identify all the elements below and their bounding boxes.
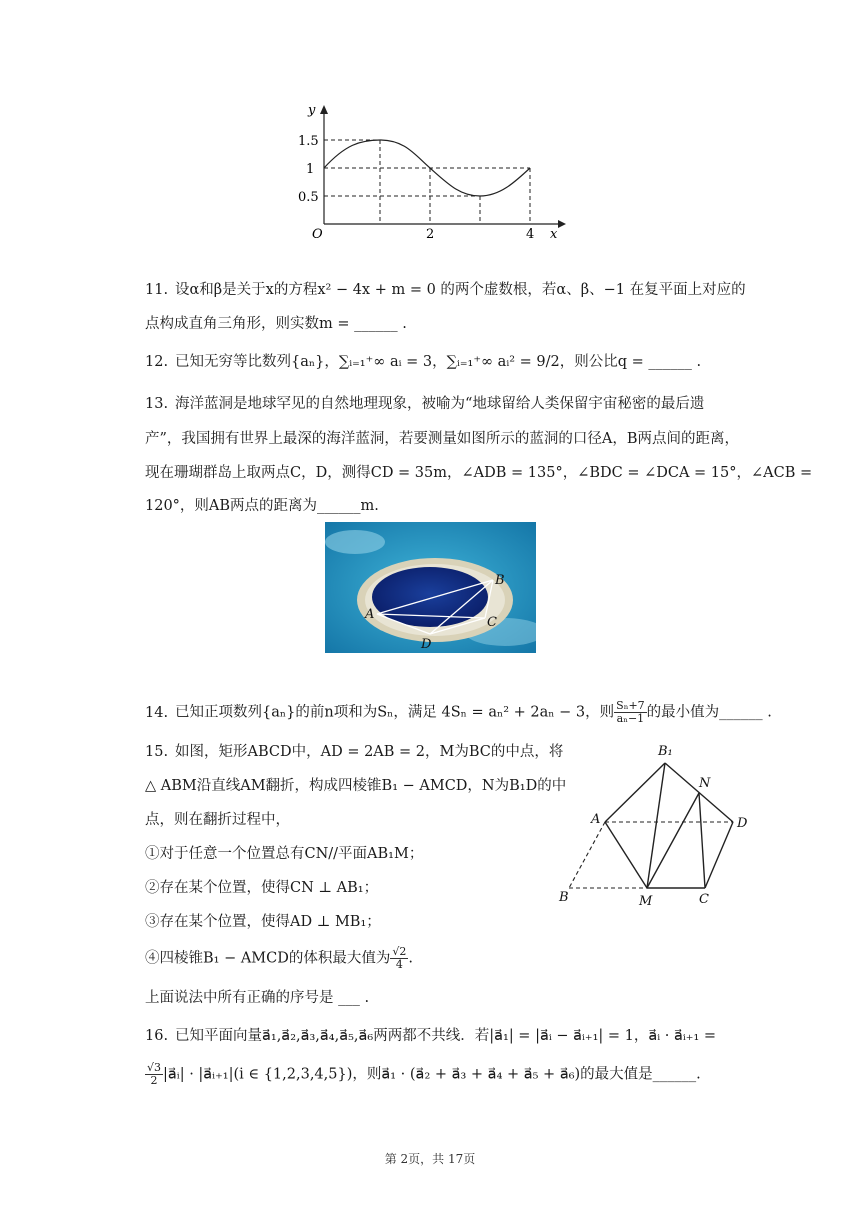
pyramid-label-a: A [591,812,601,827]
q15-number: 15. [145,744,169,760]
q13-text-1: 海洋蓝洞是地球罕见的自然地理现象，被喻为“地球留给人类保留宇宙秘密的最后遗 [175,396,705,412]
origin-label: O [312,227,323,242]
q11-text-1: 设α和β是关于x的方程x² − 4x + m = 0 的两个虚数根，若α、β、−1 在复平面上对应的 [175,282,746,298]
q15-option-1: ①对于任意一个位置总有CN//平面AB₁M； [145,846,424,862]
photo-label-b: B [495,573,505,588]
q15-option-2: ②存在某个位置，使得CN ⊥ AB₁； [145,880,379,896]
q13-number: 13. [145,396,169,412]
q14-frac-bottom: aₙ−1 [616,712,645,725]
q15-answer [145,986,755,1010]
photo-label-a: A [365,607,375,622]
y-tick-1: 1 [306,162,315,177]
q15-text-2: △ ABM沿直线AM翻折，构成四棱锥B₁ − AMCD，N为B₁D的中 [145,778,567,794]
q16-text-1: 已知平面向量a⃗₁,a⃗₂,a⃗₃,a⃗₄,a⃗₅,a⃗₆两两都不共线．若|a⃗₁| = |a⃗ᵢ − a⃗ᵢ₊₁| = 1，a⃗ᵢ · a⃗ᵢ₊₁ = [175,1028,717,1044]
q13-text-3: 现在珊瑚群岛上取两点C，D，测得CD = 35m，∠ADB = 135°，∠BDC = ∠DCA = 15°，∠ACB = [145,465,813,481]
q14-number: 14. [145,704,169,721]
pyramid-label-n: N [699,776,711,791]
q15-option-3: ③存在某个位置，使得AD ⊥ MB₁； [145,914,381,930]
q15-opt4-fraction [390,946,408,971]
q13-text-2: 产”，我国拥有世界上最深的海洋蓝洞，若要测量如图所示的蓝洞的口径A，B两点间的距离， [145,431,740,447]
q16-line2 [145,1062,755,1087]
y-axis-label: y [308,103,316,118]
q15-line2 [145,774,567,798]
pyramid-label-d: D [737,816,748,831]
x-axis-label: x [550,227,558,242]
q14-line [145,699,772,725]
q12-text: 已知无穷等比数列{aₙ}，∑ᵢ₌₁⁺∞ aᵢ = 3，∑ᵢ₌₁⁺∞ aᵢ² = 9/2，则公比q = ______ . [175,354,702,370]
q11-number: 11. [145,282,169,298]
pyramid-label-c: C [699,892,709,907]
q14-text-a: 已知正项数列{aₙ}的前n项和为Sₙ，满足 4Sₙ = aₙ² + 2aₙ − 3，则 [175,704,615,721]
q12-number: 12. [145,354,169,370]
q16-frac-bottom: 2 [150,1074,158,1087]
x-tick-4: 4 [526,227,535,242]
q13-line3 [145,461,813,485]
y-tick-1-5: 1.5 [298,134,319,149]
page-footer: 第 2页，共 17页 [384,1152,476,1166]
pyramid-label-b: B [559,890,569,905]
function-graph [290,100,570,245]
blue-hole-photo [325,522,536,653]
q15-opt4 [145,946,755,971]
q13-line4 [145,494,755,518]
q13-line1 [145,392,755,416]
pyramid-label-m: M [639,894,653,909]
photo-label-d: D [421,637,432,652]
q15-option-4a: ④四棱锥B₁ − AMCD的体积最大值为 [145,950,391,967]
pyramid-diagram [555,735,770,910]
q12-line [145,350,755,374]
q11-line1 [145,278,755,302]
q16-frac-top: √3 [147,1061,162,1074]
q15-text-1: 如图，矩形ABCD中，AD = 2AB = 2，M为BC的中点，将 [175,744,564,760]
q16-line1 [145,1024,755,1048]
q14-frac-top: Sₙ+7 [616,699,645,712]
q11-text-2: 点构成直角三角形，则实数m = ______ . [145,316,407,332]
q16-fraction [145,1062,163,1087]
q13-text-4: 120°，则AB两点的距离为______m. [145,498,379,514]
q15-opt3 [145,910,755,934]
pyramid-label-b1: B₁ [658,744,673,759]
q16-text-2: |a⃗ᵢ| · |a⃗ᵢ₊₁|(i ∈ {1,2,3,4,5})，则a⃗₁ · (a⃗₂ + a⃗₃ + a⃗₄ + a⃗₅ + a⃗₆)的最大值是______. [163,1066,701,1083]
y-tick-0-5: 0.5 [298,190,319,205]
q15-opt4-frac-top: √2 [392,945,407,958]
q16-number: 16. [145,1028,169,1044]
q15-line1 [145,740,564,764]
q15-opt4-frac-bottom: 4 [395,958,403,971]
q15-option-4b: . [408,950,413,967]
q11-line2 [145,312,755,336]
q15-text-3: 点，则在翻折过程中， [145,812,290,828]
q14-text-b: 的最小值为______ . [646,704,772,721]
q14-fraction [614,700,647,725]
q13-line2 [145,427,755,451]
q15-answer-text: 上面说法中所有正确的序号是 ___ . [145,990,370,1006]
x-tick-2: 2 [426,227,435,242]
photo-label-c: C [487,615,497,630]
